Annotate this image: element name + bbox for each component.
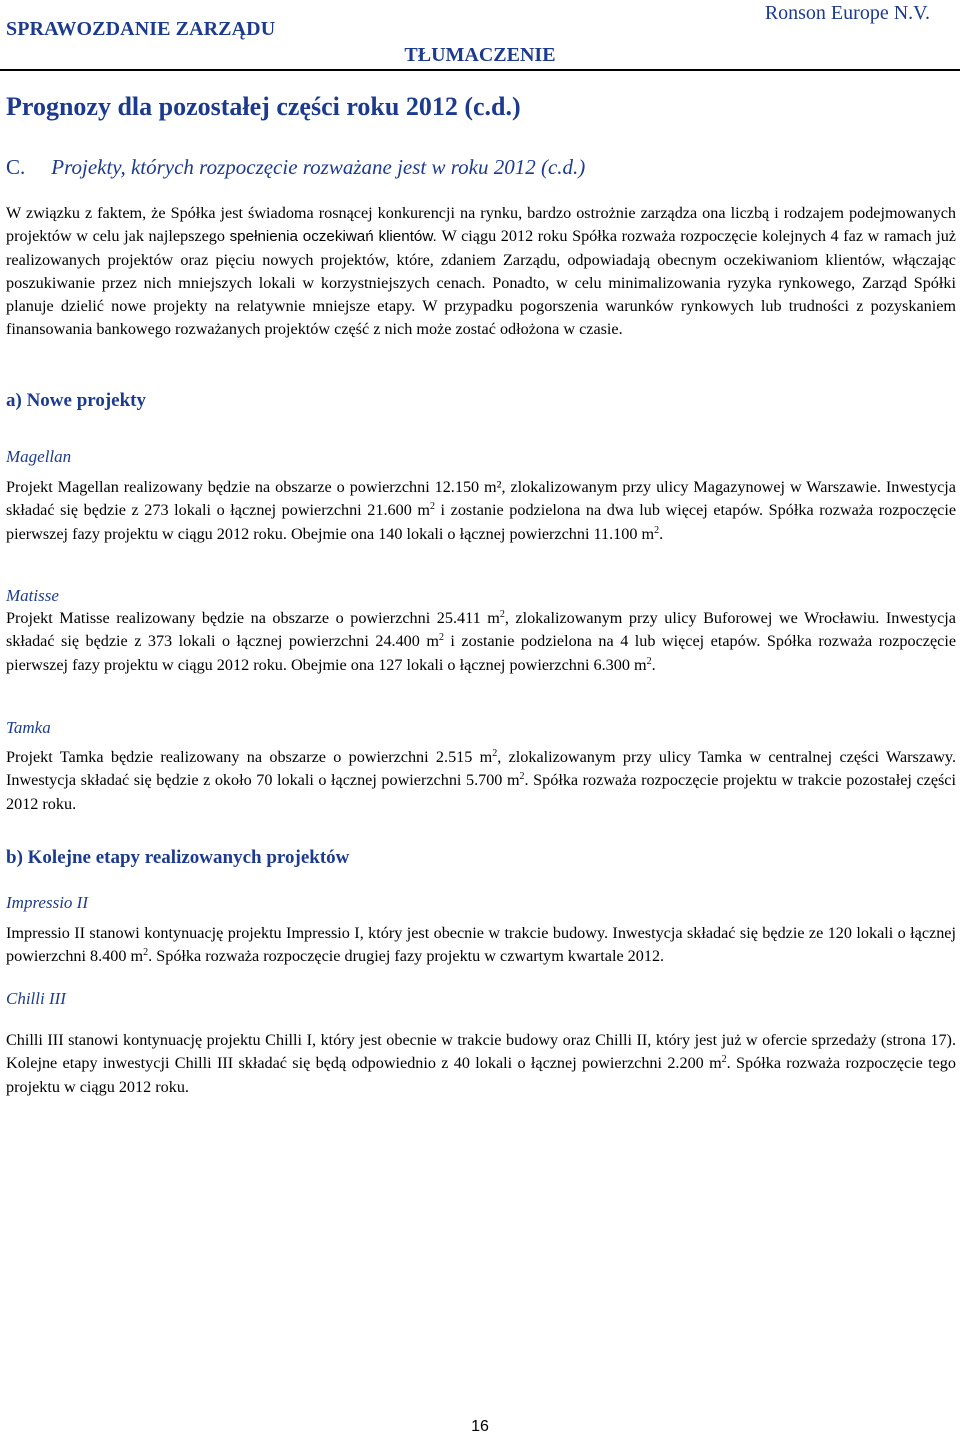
impressio-text-2: . Spółka rozważa rozpoczęcie drugiej fazy projektu w czwartym kwartale 2012. [148, 947, 665, 966]
project-paragraph-magellan [6, 476, 956, 546]
intro-text-sans: spełnienia oczekiwań klientów. [229, 228, 442, 246]
section-c-heading [6, 155, 585, 180]
section-b-heading: b) Kolejne etapy realizowanych projektów [6, 847, 350, 868]
page-title: Prognozy dla pozostałej części roku 2012 (c.d.) [6, 92, 521, 121]
project-heading-magellan: Magellan [6, 447, 72, 466]
impressio-text-1: Impressio II stanowi kontynuację projektu Impressio I, który jest obecnie w trakcie budowy. Inwestycja składać się będzie ze 120 lokali o łącznej powierzchni 8.400 m [6, 924, 956, 966]
tamka-text-3: . Spółka rozważa rozpoczęcie projektu w trakcie pozostałej części 2012 roku. [6, 771, 956, 813]
section-c-letter: C. [6, 155, 26, 179]
project-paragraph-chilli-iii [6, 1029, 956, 1099]
page-number: 16 [471, 1418, 489, 1435]
matisse-text-1: Projekt Matisse realizowany będzie na obszarze o powierzchni 25.411 m [6, 609, 500, 627]
project-paragraph-tamka [6, 746, 956, 816]
matisse-sup-3: 2 [646, 655, 652, 667]
section-a-heading: a) Nowe projekty [6, 390, 147, 411]
matisse-sup-1: 2 [499, 609, 505, 620]
matisse-text-4: . [651, 655, 656, 674]
chilli-sup-1: 2 [721, 1054, 727, 1066]
header-company-name: Ronson Europe N.V. [764, 2, 930, 24]
project-paragraph-matisse [6, 607, 956, 677]
magellan-sup-2: 2 [654, 524, 660, 536]
intro-paragraph [6, 202, 956, 342]
magellan-text-3: . [659, 524, 664, 543]
tamka-sup-1: 2 [492, 748, 498, 759]
matisse-text-3: i zostanie podzielona na 4 lub więcej etapów. Spółka rozważa rozpoczęcie pierwszej fazy projektu w ciągu 2012 roku. Obejmie ona 127 lokali o łącznej powierzchni 6.300 m [6, 632, 957, 674]
magellan-text-1: Projekt Magellan realizowany będzie na obszarze o powierzchni 12.150 m², zlokalizowanym przy ulicy Magazynowej w Warszawie. Inwestycja składać się będzie z 273 lokali o łącznej powierzchni 21.600 m [6, 478, 956, 520]
magellan-sup-1: 2 [429, 501, 435, 513]
chilli-text-2: . Spółka rozważa rozpoczęcie tego projektu w ciągu 2012 roku. [6, 1054, 956, 1096]
project-heading-chilli-iii: Chilli III [6, 989, 66, 1008]
header-translation-label: TŁUMACZENIE [404, 44, 556, 66]
chilli-text-1: Chilli III stanowi kontynuację projektu Chilli I, który jest obecnie w trakcie budowy oraz Chilli II, który jest już w ofercie sprzedaży (strona 17). Kolejne etapy inwestycji Chilli III składać się będą odpowiednio z 40 lokali o łącznej powierzchni 2.200 m [6, 1031, 956, 1073]
matisse-sup-2: 2 [438, 632, 444, 644]
project-heading-tamka: Tamka [6, 718, 51, 737]
section-c-title: Projekty, których rozpoczęcie rozważane jest w roku 2012 (c.d.) [51, 155, 586, 179]
tamka-text-1: Projekt Tamka będzie realizowany na obszarze o powierzchni 2.515 m [6, 748, 493, 766]
matisse-text-2: , zlokalizowanym przy ulicy Buforowej we Wrocławiu. Inwestycja składać się będzie z 373 lokali o łącznej powierzchni 24.400 m [6, 609, 956, 651]
header-divider [0, 69, 960, 71]
project-heading-impressio-ii: Impressio II [6, 893, 88, 912]
intro-text-2: W ciągu 2012 roku Spółka rozważa rozpoczęcie kolejnych 4 faz w ramach już realizowanych projektów oraz pięciu nowych projektów, które, zdaniem Zarządu, odpowiadają obecnym oczekiwaniom klientów, włączając poszukiwanie przez nich mniejszych lokali w korzystniejszych cenach. Ponadto, w celu minimalizowania ryzyka rynkowego, Zarząd Spółki planuje dzielić nowe projekty na relatywnie mniejsze etapy. W przypadku pogorszenia warunków rynkowych lub trudności z pozyskaniem finansowania bankowego rozważanych projektów część z nich może zostać odłożona w czasie. [6, 227, 956, 339]
project-paragraph-impressio-ii [6, 922, 956, 969]
project-heading-matisse: Matisse [6, 586, 59, 605]
tamka-text-2: , zlokalizowanym przy ulicy Tamka w centralnej części Warszawy. Inwestycja składać się będzie z około 70 lokali o łącznej powierzchni 5.700 m [6, 748, 956, 790]
magellan-text-2: i zostanie podzielona na dwa lub więcej etapów. Spółka rozważa rozpoczęcie pierwszej fazy projektu w ciągu 2012 roku. Obejmie ona 140 lokali o łącznej powierzchni 11.100 m [6, 501, 957, 543]
tamka-sup-2: 2 [519, 771, 525, 783]
header-report-title: SPRAWOZDANIE ZARZĄDU [6, 18, 276, 40]
impressio-sup-1: 2 [143, 947, 149, 959]
intro-text-1: W związku z faktem, że Spółka jest świadoma rosnącej konkurencji na rynku, bardzo ostrożnie zarządza ona liczbą i rodzajem podejmowanych projektów w celu jak najlepszego [6, 204, 956, 246]
